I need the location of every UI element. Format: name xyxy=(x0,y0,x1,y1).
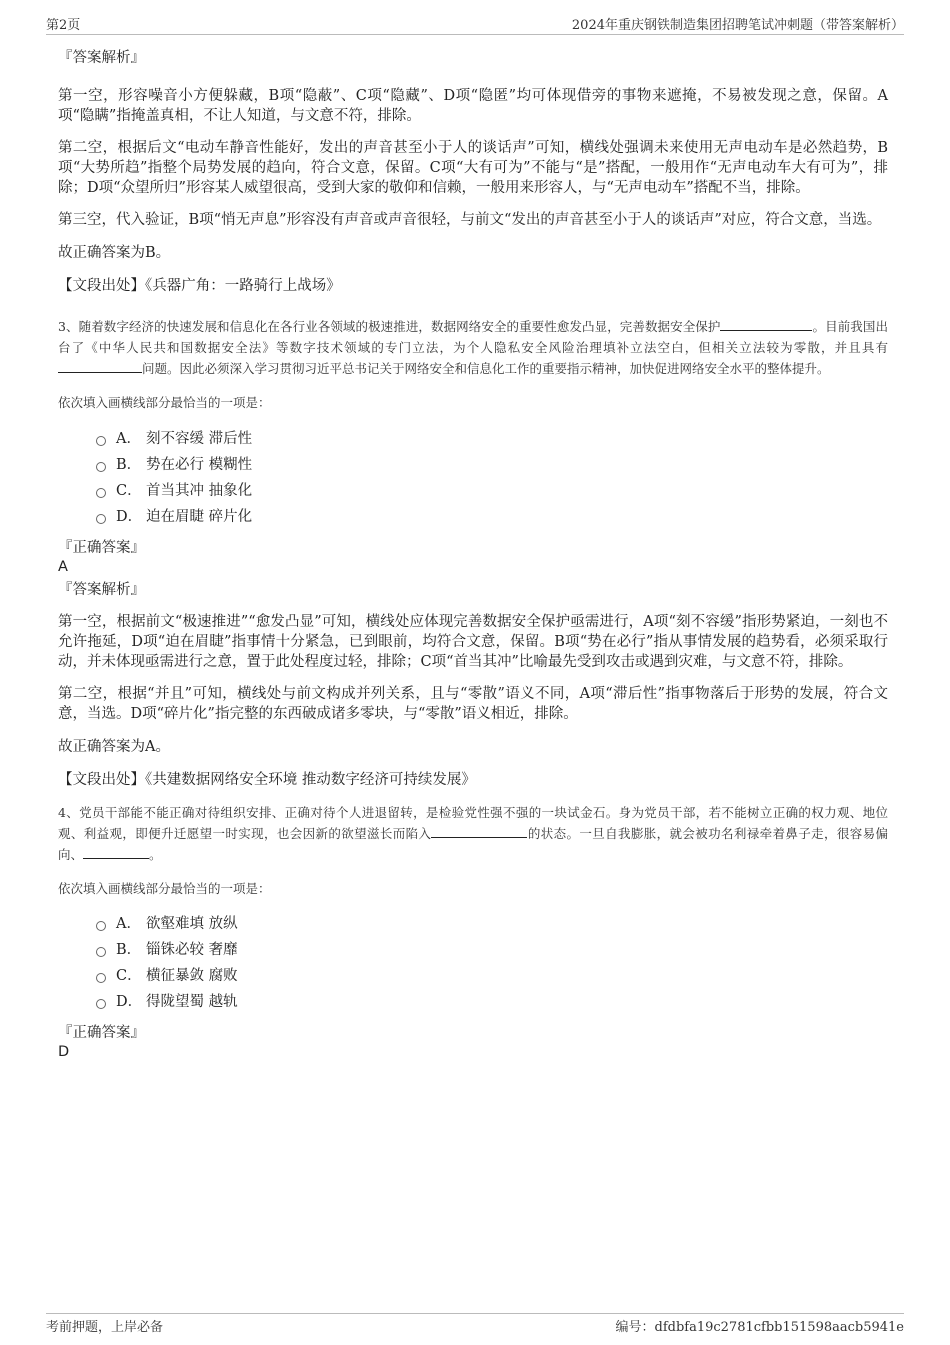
option-letter: D． xyxy=(116,509,143,525)
option-c[interactable] xyxy=(96,963,888,989)
stem-text: 3、随着数字经济的快速发展和信息化在各行业各领域的极速推进，数据网络安全的重要性愈发凸显，完善数据安全保护 xyxy=(58,319,721,334)
option-d[interactable] xyxy=(96,989,888,1015)
analysis-paragraph: 第一空，形容噪音小方便躲藏，B项“隐蔽”、C项“隐藏”、D项“隐匿”均可体现借旁的事物来遮掩，不易被发现之意，保留。A项“隐瞒”指掩盖真相，不让人知道，与文意不符，排除。 xyxy=(58,88,888,124)
option-letter: A． xyxy=(116,916,141,932)
option-text: 锱铢必较 奢靡 xyxy=(146,942,238,958)
page-content xyxy=(58,44,888,1061)
source-citation: 【文段出处】《共建数据网络安全环境 推动数字经济可持续发展》 xyxy=(58,772,476,788)
document-id: 编号：dfdbfa19c2781cfbb151598aacb5941e xyxy=(615,1320,904,1335)
option-text: 势在必行 模糊性 xyxy=(146,457,253,473)
radio-icon[interactable] xyxy=(96,514,106,524)
stem-text: 的状态。一旦自我膨胀，就会被功名利禄牵着鼻子走，很容易偏向、 xyxy=(58,826,888,862)
option-a[interactable] xyxy=(96,911,888,937)
option-letter: C． xyxy=(116,968,142,984)
correct-answer: A xyxy=(58,559,68,575)
radio-icon[interactable] xyxy=(96,973,106,983)
option-letter: B． xyxy=(116,942,142,958)
option-text: 欲壑难填 放纵 xyxy=(146,916,238,932)
page-header xyxy=(46,14,904,35)
stem-text: 问题。因此必须深入学习贯彻习近平总书记关于网络安全和信息化工作的重要指示精神，加快促进网络安全水平的整体提升。 xyxy=(142,361,830,376)
answer-conclusion: 故正确答案为B。 xyxy=(58,245,171,261)
option-letter: A． xyxy=(116,431,141,447)
source-citation: 【文段出处】《兵器广角：一路骑行上战场》 xyxy=(58,278,341,294)
question-stem xyxy=(58,802,888,865)
analysis-paragraph: 第一空，根据前文“极速推进”“愈发凸显”可知，横线处应体现完善数据安全保护亟需进行，A项“刻不容缓”指形势紧迫，一刻也不允许拖延，D项“迫在眉睫”指事情十分紧急，已到眼前，均符合文意，保留。B项“势在必行”指从事情发展的趋势看，必须采取行动，并未体现亟需进行之意，置于此处程度过轻，排除；C项“首当其冲”比喻最先受到攻击或遇到灾难，与文意不符，排除。 xyxy=(58,614,888,670)
page-number: 第2页 xyxy=(46,18,81,33)
radio-icon[interactable] xyxy=(96,488,106,498)
option-text: 横征暴敛 腐败 xyxy=(146,968,238,984)
option-d[interactable] xyxy=(96,504,888,530)
option-text: 刻不容缓 滞后性 xyxy=(146,431,253,447)
option-b[interactable] xyxy=(96,937,888,963)
fill-blank xyxy=(720,318,812,331)
radio-icon[interactable] xyxy=(96,999,106,1009)
option-letter: C． xyxy=(116,483,142,499)
option-list xyxy=(58,911,888,1015)
footer-slogan: 考前押题，上岸必备 xyxy=(46,1320,164,1335)
option-letter: D． xyxy=(116,994,143,1010)
page-footer xyxy=(46,1313,904,1335)
correct-answer-heading: 『正确答案』 xyxy=(58,540,145,556)
fill-blank xyxy=(58,360,142,373)
radio-icon[interactable] xyxy=(96,436,106,446)
document-title: 2024年重庆钢铁制造集团招聘笔试冲刺题（带答案解析） xyxy=(571,18,904,33)
answer-conclusion: 故正确答案为A。 xyxy=(58,739,170,755)
analysis-paragraph: 第三空，代入验证，B项“悄无声息”形容没有声音或声音很轻，与前文“发出的声音甚至小于人的谈话声”对应，符合文意，当选。 xyxy=(58,212,882,228)
analysis-paragraph: 第二空，根据后文“电动车静音性能好，发出的声音甚至小于人的谈话声”可知，横线处强调未来使用无声电动车是必然趋势，B项“大势所趋”指整个局势发展的趋向，符合文意，保留。C项“大有可为”不能与“是”搭配，一般用作“无声电动车大有可为”，排除；D项“众望所归”形容某人威望很高，受到大家的敬仰和信赖，一般用来形容人，与“无声电动车”搭配不当，排除。 xyxy=(58,140,888,196)
radio-icon[interactable] xyxy=(96,462,106,472)
option-text: 迫在眉睫 碎片化 xyxy=(146,509,253,525)
stem-text: 。目前我国出台了《中华人民共和国数据安全法》等数字技术领域的专门立法，为个人隐私安全风险治理填补立法空白，但相关立法较为零散，并且具有 xyxy=(58,319,888,355)
analysis-heading: 『答案解析』 xyxy=(58,50,145,66)
option-text: 首当其冲 抽象化 xyxy=(146,483,253,499)
fill-blank xyxy=(431,825,527,838)
stem-text: 4、党员干部能不能正确对待组织安排、正确对待个人进退留转，是检验党性强不强的一块试金石。身为党员干部，若不能树立正确的权力观、地位观、利益观，即便升迁愿望一时实现，也会因新的欲望滋长而陷入 xyxy=(58,805,888,841)
option-letter: B． xyxy=(116,457,142,473)
radio-icon[interactable] xyxy=(96,921,106,931)
correct-answer-heading: 『正确答案』 xyxy=(58,1025,145,1041)
option-b[interactable] xyxy=(96,452,888,478)
correct-answer: D xyxy=(58,1044,70,1060)
option-a[interactable] xyxy=(96,426,888,452)
analysis-paragraph: 第二空，根据“并且”可知，横线处与前文构成并列关系，且与“零散”语义不同，A项“滞后性”指事物落后于形势的发展，符合文意，当选。D项“碎片化”指完整的东西破成诸多零块，与“零散”语义相近，排除。 xyxy=(58,686,888,722)
option-c[interactable] xyxy=(96,478,888,504)
option-text: 得陇望蜀 越轨 xyxy=(146,994,238,1010)
option-list xyxy=(58,426,888,530)
stem-text: 。 xyxy=(149,847,162,862)
question-stem xyxy=(58,316,888,379)
question-instruction: 依次填入画横线部分最恰当的一项是： xyxy=(58,395,271,410)
radio-icon[interactable] xyxy=(96,947,106,957)
analysis-heading: 『答案解析』 xyxy=(58,582,145,598)
question-instruction: 依次填入画横线部分最恰当的一项是： xyxy=(58,881,271,896)
fill-blank xyxy=(83,846,149,859)
